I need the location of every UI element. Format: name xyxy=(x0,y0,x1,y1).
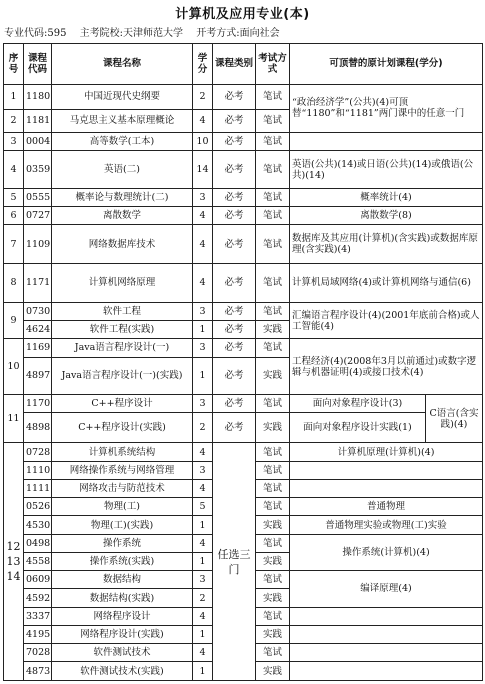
cell-code: 1171 xyxy=(24,264,52,303)
header-credit: 学分 xyxy=(193,44,213,85)
header-replace: 可顶替的原计划课程(学分) xyxy=(290,44,483,85)
cell-exam: 笔试 xyxy=(256,133,290,151)
table-header-row xyxy=(4,44,483,85)
major-meta xyxy=(4,24,290,39)
cell-code: 1111 xyxy=(24,479,52,497)
cell-code: 4897 xyxy=(24,357,52,395)
cell-category: 必考 xyxy=(213,395,256,413)
cell-credit: 4 xyxy=(193,644,213,662)
cell-exam: 笔试 xyxy=(256,302,290,320)
cell-replace-alt: C语言(含实践)(4) xyxy=(426,395,483,443)
cell-replace: 数据库及其应用(计算机)(含实践)或数据库原理(含实践)(4) xyxy=(290,225,483,264)
cell-name: 概率论与数理统计(二) xyxy=(52,188,193,206)
cell-code: 0498 xyxy=(24,534,52,552)
cell-credit: 2 xyxy=(193,413,213,443)
cell-code: 4558 xyxy=(24,552,52,570)
cell-credit: 4 xyxy=(193,207,213,225)
cell-name: 英语(二) xyxy=(52,151,193,189)
elective-category: 任选三门 xyxy=(213,443,256,681)
cell-code: 4898 xyxy=(24,413,52,443)
cell-credit: 4 xyxy=(193,225,213,264)
cell-credit: 5 xyxy=(193,498,213,516)
cell-code: 0555 xyxy=(24,188,52,206)
cell-credit: 14 xyxy=(193,151,213,189)
cell-credit: 1 xyxy=(193,321,213,339)
cell-code: 0526 xyxy=(24,498,52,516)
cell-code: 1169 xyxy=(24,339,52,357)
table-row xyxy=(4,413,483,443)
cell-exam: 笔试 xyxy=(256,188,290,206)
table-row xyxy=(4,225,483,264)
table-row xyxy=(4,264,483,303)
cell-exam: 笔试 xyxy=(256,225,290,264)
cell-exam: 笔试 xyxy=(256,443,290,461)
cell-replace: 离散数学(8) xyxy=(290,207,483,225)
cell-name: 软件测试技术 xyxy=(52,644,193,662)
table-row xyxy=(4,151,483,189)
cell-replace xyxy=(290,662,483,681)
cell-seq: 4 xyxy=(4,151,24,189)
cell-replace: 编译原理(4) xyxy=(290,571,483,608)
cell-name: C++程序设计(实践) xyxy=(52,413,193,443)
cell-name: 计算机网络原理 xyxy=(52,264,193,303)
cell-exam: 实践 xyxy=(256,321,290,339)
cell-code: 0359 xyxy=(24,151,52,189)
cell-credit: 3 xyxy=(193,571,213,589)
cell-code: 1180 xyxy=(24,84,52,109)
cell-credit: 3 xyxy=(193,302,213,320)
cell-exam: 实践 xyxy=(256,662,290,681)
cell-replace xyxy=(290,479,483,497)
cell-name: 软件工程 xyxy=(52,302,193,320)
cell-seq: 1 xyxy=(4,84,24,109)
table-row xyxy=(4,302,483,320)
cell-exam: 笔试 xyxy=(256,395,290,413)
cell-exam: 实践 xyxy=(256,357,290,395)
cell-replace: 计算机局域网络(4)或计算机网络与通信(6) xyxy=(290,264,483,303)
cell-replace: 面向对象程序设计(3) xyxy=(290,395,426,413)
table-row xyxy=(4,395,483,413)
header-code: 课程代码 xyxy=(24,44,52,85)
cell-name: 操作系统 xyxy=(52,534,193,552)
table-row xyxy=(4,133,483,151)
cell-credit: 4 xyxy=(193,443,213,461)
cell-code: 1170 xyxy=(24,395,52,413)
cell-exam: 笔试 xyxy=(256,84,290,109)
cell-replace xyxy=(290,133,483,151)
cell-name: 数据结构(实践) xyxy=(52,589,193,607)
cell-name: 中国近现代史纲要 xyxy=(52,84,193,109)
elective-seq: 12 13 14 xyxy=(4,443,24,681)
exam-school: 主考院校:天津师范大学 xyxy=(79,28,184,39)
cell-seq: 7 xyxy=(4,225,24,264)
cell-code: 1109 xyxy=(24,225,52,264)
cell-category: 必考 xyxy=(213,188,256,206)
cell-exam: 实践 xyxy=(256,413,290,443)
exam-mode: 开考方式:面向社会 xyxy=(196,28,280,39)
cell-credit: 4 xyxy=(193,607,213,625)
cell-name: 网络程序设计(实践) xyxy=(52,625,193,643)
cell-name: 高等数学(工本) xyxy=(52,133,193,151)
cell-name: 软件测试技术(实践) xyxy=(52,662,193,681)
cell-code: 3337 xyxy=(24,607,52,625)
course-table xyxy=(3,43,483,681)
cell-replace xyxy=(290,607,483,625)
header-name: 课程名称 xyxy=(52,44,193,85)
cell-replace: 汇编语言程序设计(4)(2001年底前合格)或人工智能(4) xyxy=(290,302,483,339)
cell-replace xyxy=(290,461,483,479)
cell-exam: 笔试 xyxy=(256,498,290,516)
cell-seq: 3 xyxy=(4,133,24,151)
cell-credit: 1 xyxy=(193,625,213,643)
cell-replace: 面向对象程序设计实践(1) xyxy=(290,413,426,443)
cell-category: 必考 xyxy=(213,321,256,339)
cell-exam: 笔试 xyxy=(256,571,290,589)
cell-replace: 工程经济(4)(2008年3月以前通过)或数字逻辑与机器证明(4)或接口技术(4) xyxy=(290,339,483,395)
table-row xyxy=(4,339,483,357)
cell-category: 必考 xyxy=(213,207,256,225)
cell-exam: 笔试 xyxy=(256,534,290,552)
cell-code: 0004 xyxy=(24,133,52,151)
header-seq: 序号 xyxy=(4,44,24,85)
cell-category: 必考 xyxy=(213,357,256,395)
cell-credit: 1 xyxy=(193,357,213,395)
cell-name: 网络攻击与防范技术 xyxy=(52,479,193,497)
cell-name: 软件工程(实践) xyxy=(52,321,193,339)
cell-category: 必考 xyxy=(213,264,256,303)
cell-code: 4195 xyxy=(24,625,52,643)
cell-name: 计算机系统结构 xyxy=(52,443,193,461)
cell-replace: 计算机原理(计算机)(4) xyxy=(290,443,483,461)
cell-exam: 笔试 xyxy=(256,461,290,479)
cell-seq: 8 xyxy=(4,264,24,303)
page-title: 计算机及应用专业(本) xyxy=(175,7,310,22)
cell-category: 必考 xyxy=(213,84,256,109)
table-row xyxy=(4,207,483,225)
header-exam: 考试方式 xyxy=(256,44,290,85)
cell-replace xyxy=(290,644,483,662)
cell-credit: 3 xyxy=(193,339,213,357)
cell-seq: 2 xyxy=(4,109,24,133)
cell-credit: 4 xyxy=(193,264,213,303)
major-code: 专业代码:595 xyxy=(4,28,67,39)
cell-category: 必考 xyxy=(213,151,256,189)
cell-exam: 笔试 xyxy=(256,644,290,662)
cell-credit: 3 xyxy=(193,188,213,206)
cell-credit: 1 xyxy=(193,552,213,570)
cell-name: Java语言程序设计(一)(实践) xyxy=(52,357,193,395)
cell-replace: 概率统计(4) xyxy=(290,188,483,206)
cell-exam: 笔试 xyxy=(256,339,290,357)
cell-code: 1110 xyxy=(24,461,52,479)
cell-replace: 普通物理实验或物理(工)实验 xyxy=(290,516,483,534)
table-row xyxy=(4,84,483,109)
cell-replace: 英语(公共)(14)或日语(公共)(14)或俄语(公共)(14) xyxy=(290,151,483,189)
cell-seq: 5 xyxy=(4,188,24,206)
cell-seq: 9 xyxy=(4,302,24,339)
cell-credit: 1 xyxy=(193,516,213,534)
cell-code: 0609 xyxy=(24,571,52,589)
cell-seq: 11 xyxy=(4,395,24,443)
cell-credit: 3 xyxy=(193,395,213,413)
cell-credit: 2 xyxy=(193,84,213,109)
cell-credit: 10 xyxy=(193,133,213,151)
cell-category: 必考 xyxy=(213,133,256,151)
cell-name: C++程序设计 xyxy=(52,395,193,413)
cell-replace: 普通物理 xyxy=(290,498,483,516)
cell-name: Java语言程序设计(一) xyxy=(52,339,193,357)
cell-code: 0730 xyxy=(24,302,52,320)
cell-credit: 1 xyxy=(193,662,213,681)
cell-name: 操作系统(实践) xyxy=(52,552,193,570)
cell-replace: 操作系统(计算机)(4) xyxy=(290,534,483,571)
cell-category: 必考 xyxy=(213,109,256,133)
cell-exam: 笔试 xyxy=(256,207,290,225)
cell-name: 网络操作系统与网络管理 xyxy=(52,461,193,479)
cell-seq: 10 xyxy=(4,339,24,395)
cell-name: 物理(工)(实践) xyxy=(52,516,193,534)
cell-code: 0727 xyxy=(24,207,52,225)
cell-code: 1181 xyxy=(24,109,52,133)
cell-exam: 实践 xyxy=(256,589,290,607)
table-row xyxy=(4,188,483,206)
cell-credit: 4 xyxy=(193,534,213,552)
cell-name: 马克思主义基本原理概论 xyxy=(52,109,193,133)
cell-name: 网络数据库技术 xyxy=(52,225,193,264)
cell-code: 4624 xyxy=(24,321,52,339)
cell-exam: 实践 xyxy=(256,625,290,643)
header-category: 课程类别 xyxy=(213,44,256,85)
cell-category: 必考 xyxy=(213,339,256,357)
table-row xyxy=(4,443,483,461)
cell-code: 4873 xyxy=(24,662,52,681)
cell-exam: 笔试 xyxy=(256,264,290,303)
cell-exam: 笔试 xyxy=(256,479,290,497)
cell-code: 4530 xyxy=(24,516,52,534)
cell-category: 必考 xyxy=(213,302,256,320)
cell-name: 网络程序设计 xyxy=(52,607,193,625)
cell-category: 必考 xyxy=(213,225,256,264)
cell-exam: 笔试 xyxy=(256,607,290,625)
cell-exam: 笔试 xyxy=(256,109,290,133)
cell-code: 7028 xyxy=(24,644,52,662)
cell-credit: 3 xyxy=(193,461,213,479)
cell-category: 必考 xyxy=(213,413,256,443)
cell-credit: 4 xyxy=(193,109,213,133)
cell-replace xyxy=(290,625,483,643)
cell-seq: 6 xyxy=(4,207,24,225)
cell-name: 数据结构 xyxy=(52,571,193,589)
cell-credit: 2 xyxy=(193,589,213,607)
cell-exam: 实践 xyxy=(256,552,290,570)
cell-name: 离散数学 xyxy=(52,207,193,225)
cell-replace: “政治经济学”(公共)(4)可顶替“1180”和“1181”两门课中的任意一门 xyxy=(290,84,483,132)
cell-name: 物理(工) xyxy=(52,498,193,516)
cell-code: 4592 xyxy=(24,589,52,607)
cell-exam: 实践 xyxy=(256,516,290,534)
cell-exam: 笔试 xyxy=(256,151,290,189)
cell-credit: 4 xyxy=(193,479,213,497)
cell-code: 0728 xyxy=(24,443,52,461)
